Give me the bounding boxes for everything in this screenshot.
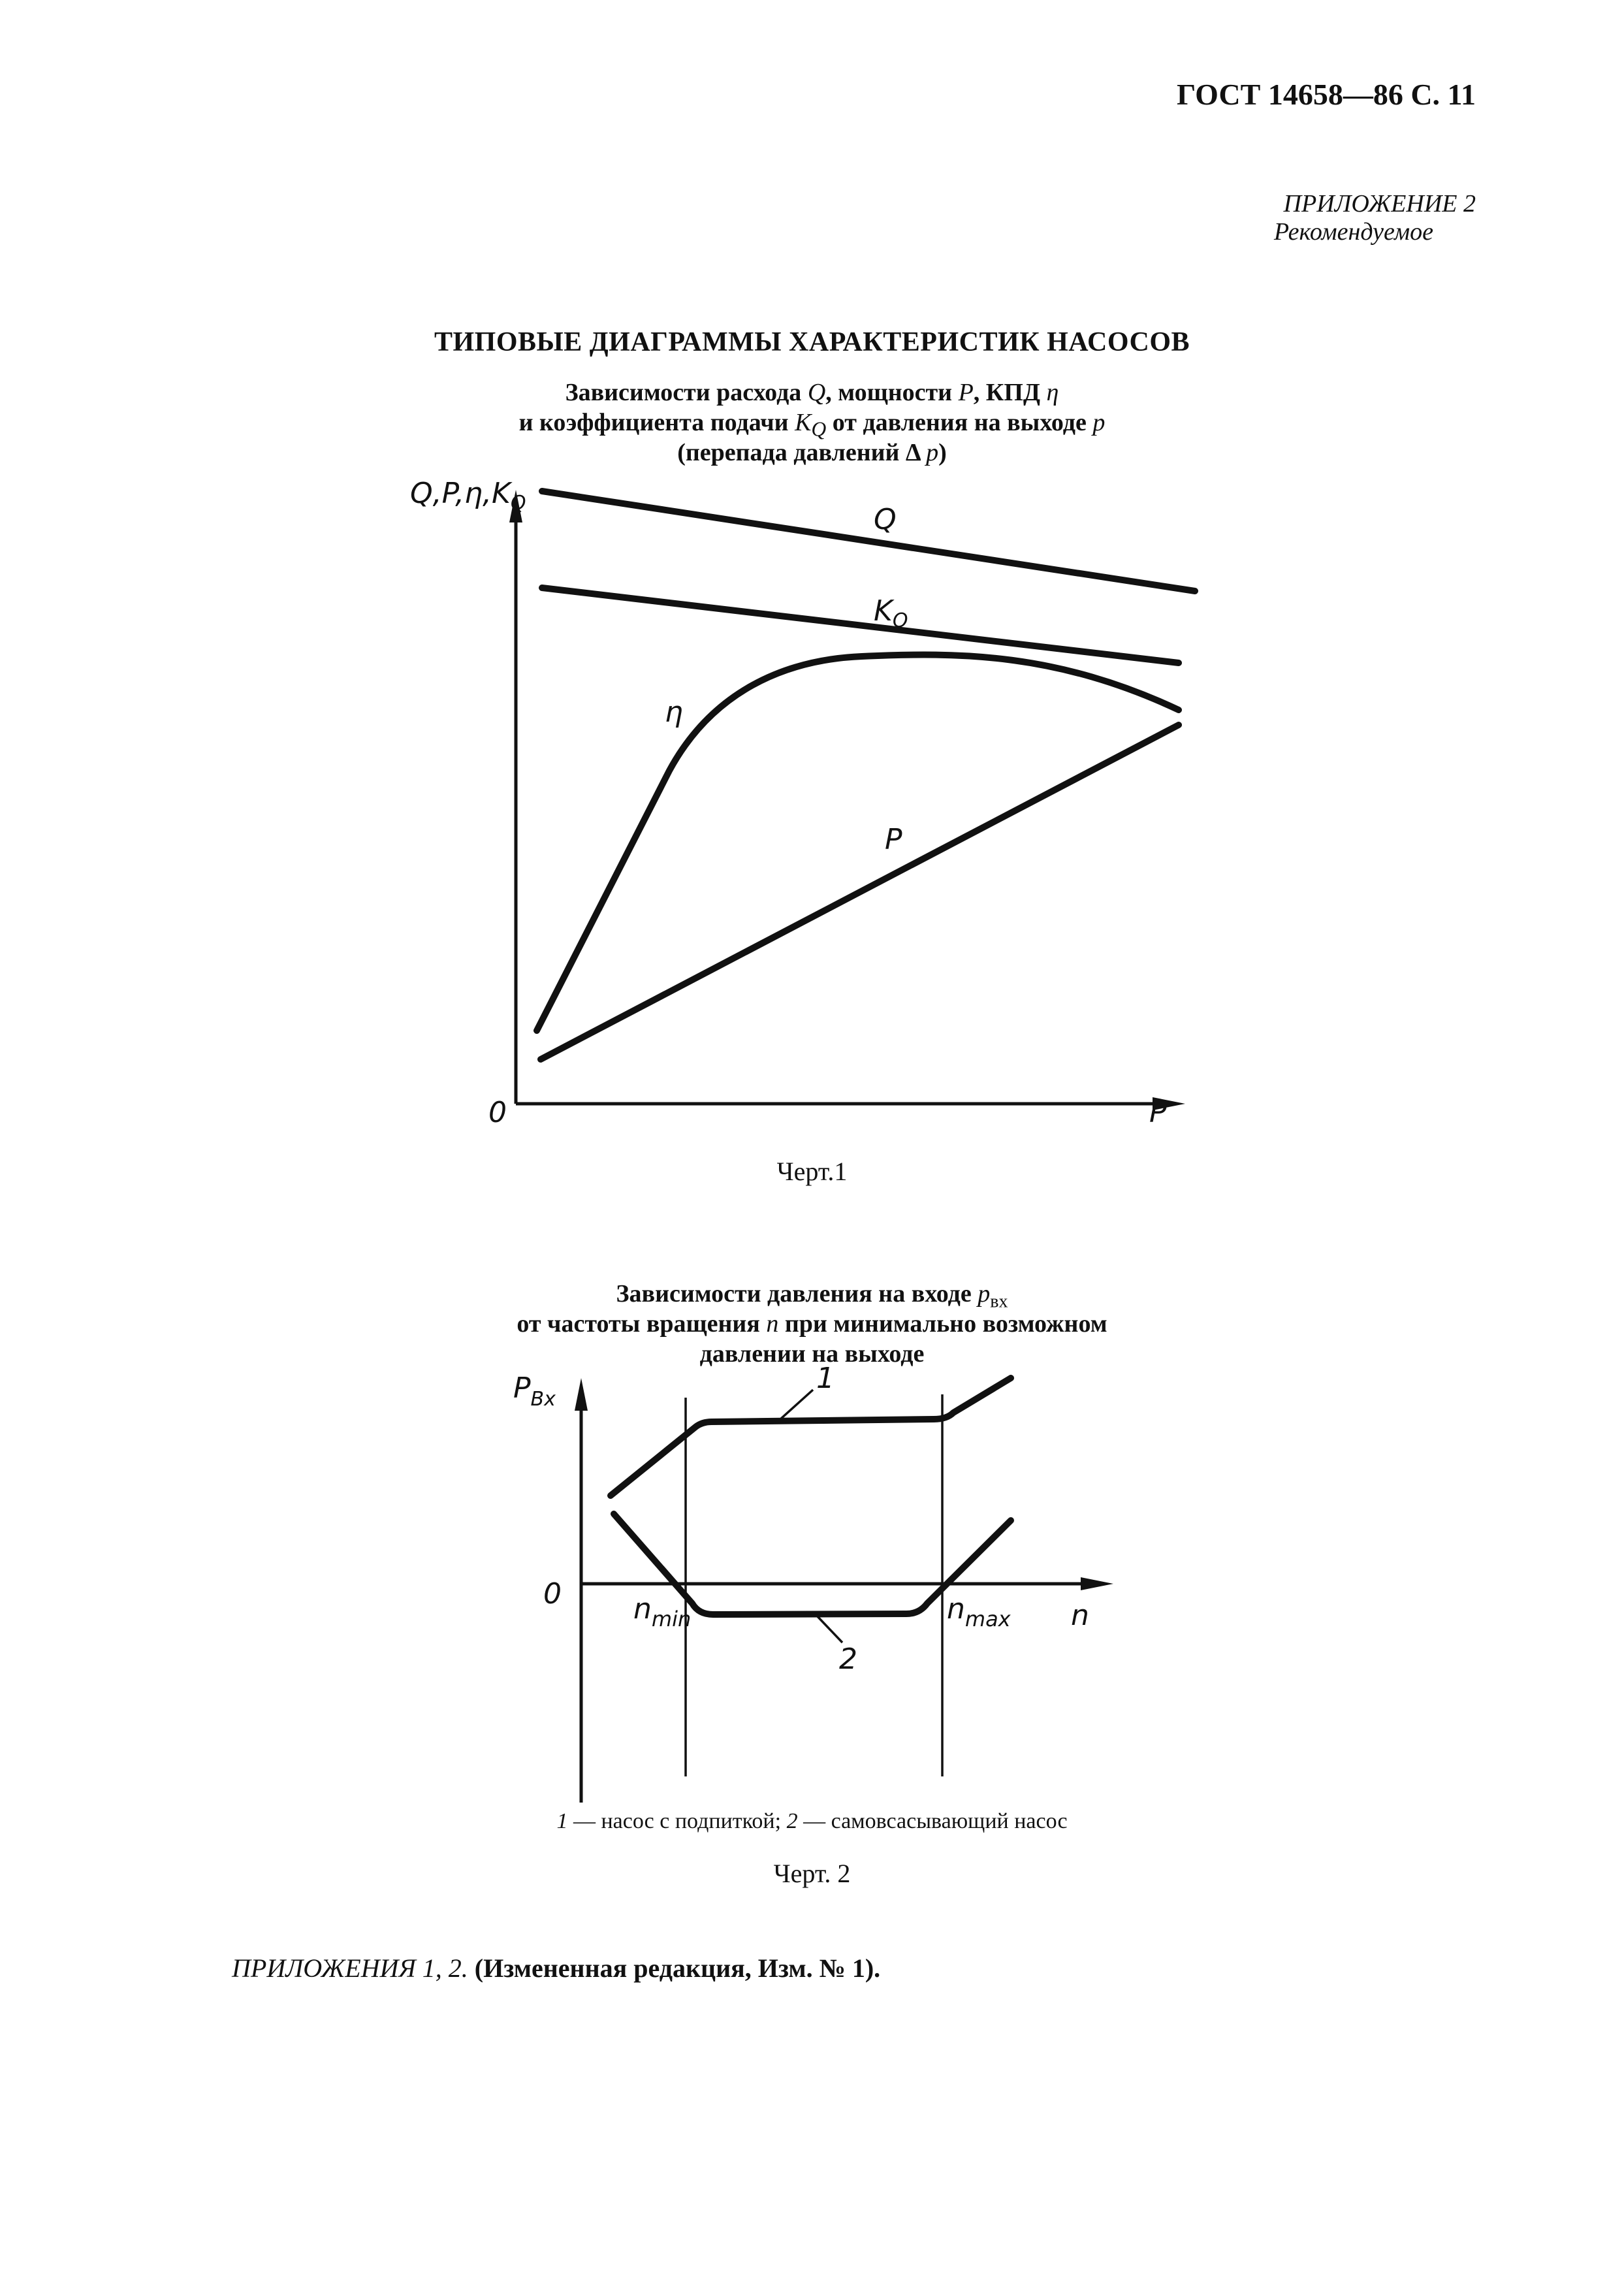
footer-note: ПРИЛОЖЕНИЯ 1, 2. (Измененная редакция, Изм. № 1). [232, 1953, 881, 1983]
main-title: ТИПОВЫЕ ДИАГРАММЫ ХАРАКТЕРИСТИК НАСОСОВ [434, 327, 1190, 357]
fig2-caption: Черт. 2 [773, 1859, 851, 1888]
fig1-origin-label: 0 [488, 1096, 507, 1129]
fig2-nmin-label: $n_{min}$ [633, 1592, 692, 1631]
fig2-label-1: 1 [816, 1362, 835, 1395]
fig1-title-line3: (перепада давлений Δ p) [677, 439, 947, 466]
fig1-title-line1: Зависимости расхода Q, мощности P, КПД η [565, 379, 1059, 406]
fig1-y-axis-label: $Q,P,\eta,K_Q$ [410, 477, 526, 515]
fig2-nmax-label: $n_{max}$ [947, 1592, 1011, 1631]
fig2-x-axis-label: n [1071, 1599, 1089, 1632]
fig2-title-line3: давлении на выходе [699, 1340, 925, 1368]
fig2-origin-label: 0 [543, 1577, 562, 1611]
fig1-label-eta: η [665, 696, 683, 729]
fig2-title-line1: Зависимости давления на входе $p_{вх}$ [616, 1280, 1008, 1312]
fig2-y-axis-label: $P_{Bx}$ [513, 1372, 556, 1411]
fig2-title-line2: от частоты вращения n при минимально возможном [517, 1310, 1107, 1338]
fig2-legend: 1 — насос с подпиткой; 2 — самовсасывающий насос [556, 1809, 1068, 1833]
fig2-leader-1 [780, 1390, 813, 1419]
fig2-label-2: 2 [839, 1643, 857, 1676]
fig1-x-axis-label: P [1149, 1096, 1167, 1129]
fig1-label-kq: $K_Q$ [874, 594, 908, 632]
fig2-x-arrow [1081, 1577, 1113, 1590]
fig2-curve-1 [611, 1378, 1011, 1496]
appendix-status: Рекомендуемое [1273, 218, 1433, 246]
appendix-number: ПРИЛОЖЕНИЕ 2 [1283, 190, 1476, 217]
fig2-y-arrow [575, 1378, 588, 1411]
fig1-label-q: Q [874, 503, 897, 536]
fig1-label-p: P [885, 823, 902, 856]
page-header: ГОСТ 14658—86 С. 11 [1176, 78, 1476, 111]
fig1-caption: Черт.1 [776, 1157, 848, 1186]
fig2-leader-2 [816, 1615, 842, 1643]
fig1-title-line2: и коэффициента подачи $K_Q$ от давления на выходе p [518, 409, 1106, 441]
